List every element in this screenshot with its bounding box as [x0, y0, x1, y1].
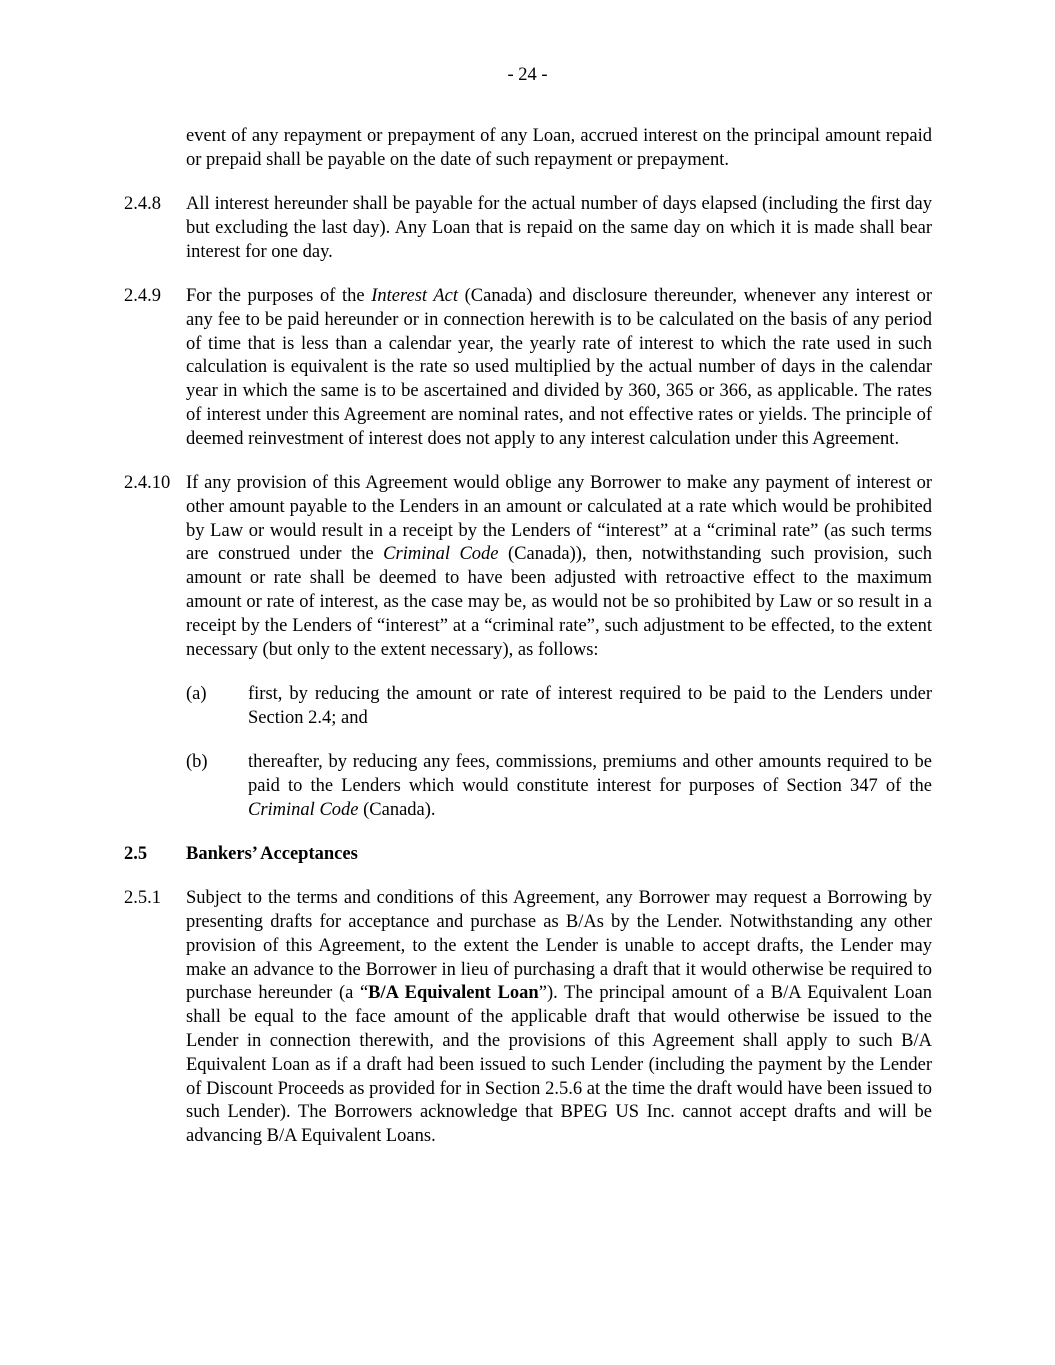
- section-2-4-8: [124, 193, 932, 264]
- section-number: 2.4.9: [124, 285, 161, 306]
- text-run: (Canada).: [358, 799, 436, 820]
- section-number: 2.4.8: [124, 194, 161, 215]
- section-text: [186, 285, 932, 452]
- defined-term: B/A Equivalent Loan: [368, 983, 539, 1004]
- subsection-text: first, by reducing the amount or rate of interest required to be paid to the Lenders under Section 2.4; and: [248, 683, 932, 728]
- continuation-paragraph: event of any repayment or prepayment of any Loan, accrued interest on the principal amount repaid or prepaid shall be payable on the date of such repayment or prepayment.: [186, 126, 932, 170]
- statute-name: Criminal Code: [383, 544, 499, 565]
- section-number: 2.5: [124, 843, 148, 864]
- text-run: (Canada) and disclosure thereunder, whenever any interest or any fee to be paid hereunder or in connection herewith is to be calculated on the basis of any period of time that is less than a calendar year, the yearly rate of interest to which the rate used in such calculation is equivalent is the rate so used multiplied by the actual number of days in the calendar year in which the same is to be ascertained and divided by 360, 365 or 366, as applicable. The rates of interest under this Agreement are nominal rates, and not effective rates or yields. The principle of deemed reinvestment of interest does not apply to any interest calculation under this Agreement.: [186, 285, 932, 449]
- section-number: 2.5.1: [124, 888, 161, 909]
- text-run: For the purposes of the: [186, 285, 372, 306]
- statute-name: Criminal Code: [248, 799, 359, 820]
- text-run: If any provision of this Agreement would oblige any Borrower to make any payment of interest or other amount payable to the Lenders in an amount or calculated at a rate which would be prohibited by Law or would result in a receipt by the Lenders of “interest” at a “criminal rate” (as such terms are construed under the: [186, 473, 932, 565]
- text-run: thereafter, by reducing any fees, commissions, premiums and other amounts required to be paid to the Lenders which would constitute interest for purposes of Section 347 of the: [248, 752, 932, 796]
- section-2-5-1: [124, 887, 932, 1149]
- subsection-a: [186, 683, 932, 731]
- subsection-number: (b): [186, 752, 208, 773]
- section-title: Bankers’ Acceptances: [186, 843, 358, 864]
- section-heading-2-5: [124, 843, 932, 867]
- subsection-text: [248, 751, 932, 822]
- page-number: - 24 -: [507, 65, 548, 85]
- section-2-4-9: [124, 285, 932, 452]
- text-run: ”). The principal amount of a B/A Equivalent Loan shall be equal to the face amount of the applicable draft that would otherwise be issued to the Lender in connection therewith, and the provisions of this Agreement shall apply to such B/A Equivalent Loan as if a draft had been issued to such Lender (including the payment by the Lender of Discount Proceeds as provided for in Section 2.5.6 at the time the draft would have been issued to such Lender). The Borrowers acknowledge that BPEG US Inc. cannot accept drafts and will be advancing B/A Equivalent Loans.: [186, 983, 932, 1147]
- subsection-number: (a): [186, 683, 207, 704]
- section-text: [186, 887, 932, 1149]
- section-text: [186, 472, 932, 662]
- document-body: [124, 125, 932, 1149]
- section-number: 2.4.10: [124, 473, 171, 494]
- text-run: (Canada)), then, notwithstanding such provision, such amount or rate shall be deemed to have been adjusted with retroactive effect to the maximum amount or rate of interest, as the case may be, as would not be so prohibited by Law or so result in a receipt by the Lenders of “interest” at a “criminal rate”, such adjustment to be effected, to the extent necessary (but only to the extent necessary), as follows:: [186, 544, 933, 660]
- text-run: Subject to the terms and conditions of this Agreement, any Borrower may request a Borrowing by presenting drafts for acceptance and purchase as B/As by the Lender. Notwithstanding any other provision of this Agreement, to the extent the Lender is unable to accept drafts, the Lender may make an advance to the Borrower in lieu of purchasing a draft that it would otherwise be required to purchase hereunder (a “: [186, 888, 932, 1004]
- statute-name: Interest Act: [371, 285, 458, 306]
- section-text: All interest hereunder shall be payable for the actual number of days elapsed (including the first day but excluding the last day). Any Loan that is repaid on the same day on which it is made shall bear interest for one day.: [186, 194, 932, 262]
- subsection-b: [186, 751, 932, 822]
- section-2-4-10: [124, 472, 932, 662]
